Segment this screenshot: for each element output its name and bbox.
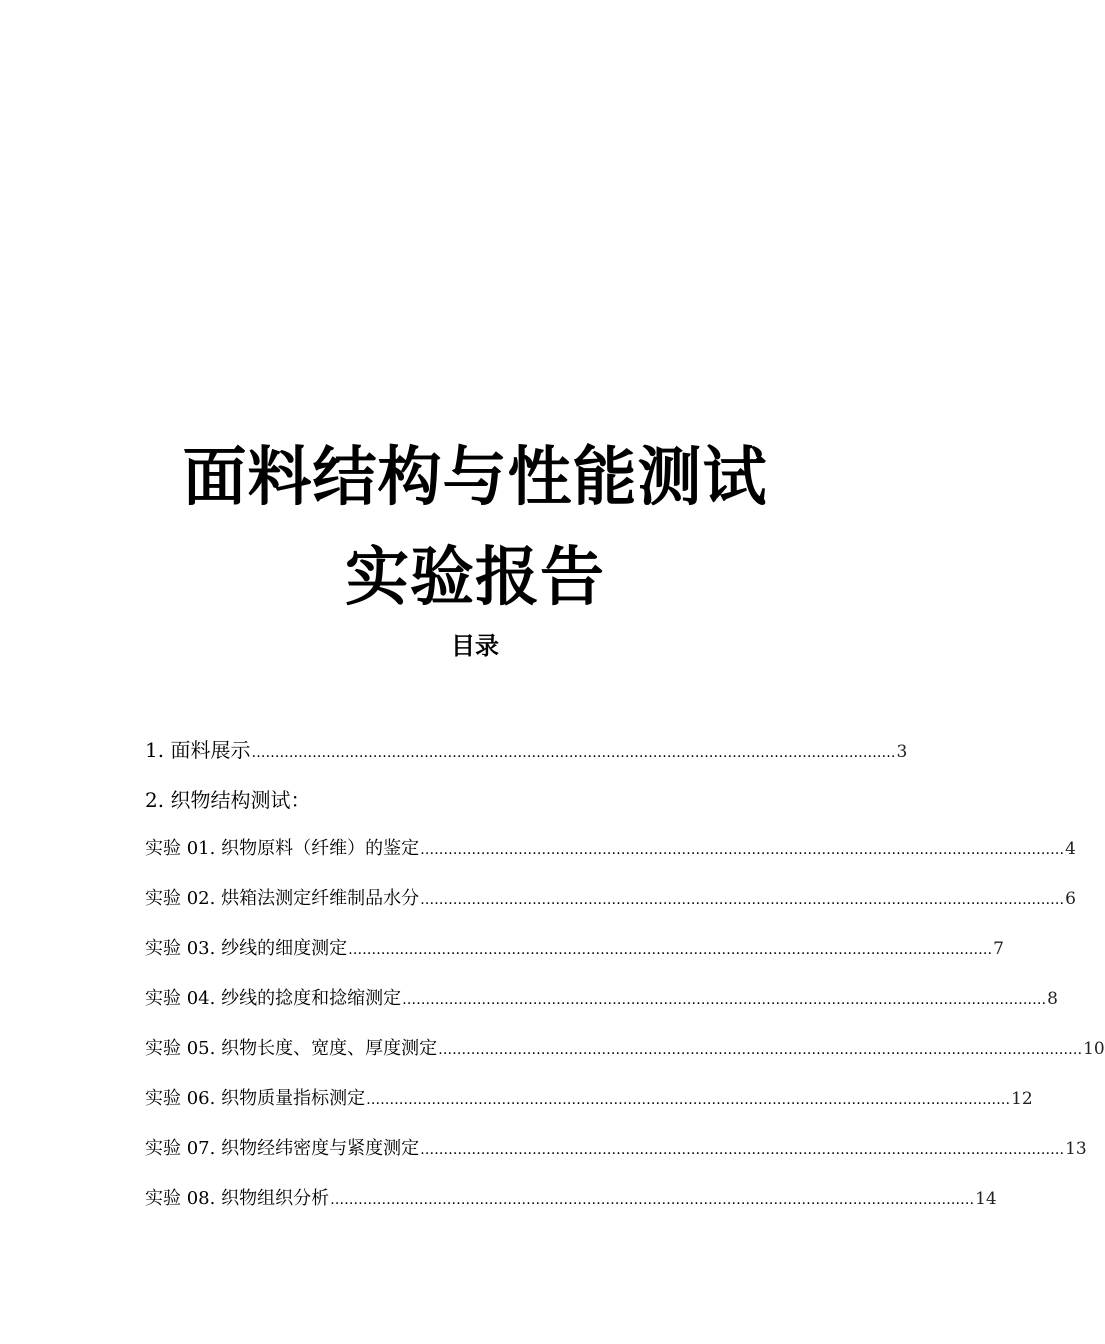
- toc-entry: [145, 934, 1004, 964]
- toc-dot-leader: …………………………………………………………………………………………………………………………: [420, 892, 1065, 908]
- toc-entry: [145, 884, 1076, 914]
- toc-dot-leader: …………………………………………………………………………………………………………………………: [251, 745, 896, 761]
- toc-entry-label: 实验 07. 织物经纬密度与紧度测定: [145, 1138, 420, 1159]
- toc-entry: [145, 734, 908, 764]
- toc-entry-page: 12: [1011, 1089, 1033, 1109]
- toc-entry: [145, 1034, 1105, 1064]
- toc-entry-label: 实验 06. 织物质量指标测定: [145, 1088, 366, 1109]
- toc-dot-leader: …………………………………………………………………………………………………………………………: [348, 942, 993, 958]
- toc-entry-label: 实验 08. 织物组织分析: [145, 1188, 330, 1209]
- toc-entry: [145, 784, 310, 814]
- toc-entry-label: 实验 02. 烘箱法测定纤维制品水分: [145, 888, 420, 909]
- toc-entry-label: 实验 05. 织物长度、宽度、厚度测定: [145, 1038, 438, 1059]
- toc-dot-leader: …………………………………………………………………………………………………………………………: [420, 1142, 1065, 1158]
- toc-entry-label: 实验 03. 纱线的细度测定: [145, 938, 348, 959]
- toc-dot-leader: …………………………………………………………………………………………………………………………: [366, 1092, 1011, 1108]
- toc-dot-leader: …………………………………………………………………………………………………………………………: [330, 1192, 975, 1208]
- toc-heading: 目录: [451, 632, 499, 660]
- toc-entry-page: 8: [1047, 989, 1058, 1009]
- toc-entry-page: 4: [1065, 839, 1076, 859]
- toc-dot-leader: …………………………………………………………………………………………………………………………: [438, 1042, 1083, 1058]
- toc-entry-page: 6: [1065, 889, 1076, 909]
- toc-entry: [145, 834, 1076, 864]
- toc-entry-label: 实验 01. 织物原料（纤维）的鉴定: [145, 838, 420, 859]
- toc-entry-page: 10: [1083, 1039, 1105, 1059]
- toc-entry-page: 13: [1065, 1139, 1087, 1159]
- toc-dot-leader: …………………………………………………………………………………………………………………………: [420, 842, 1065, 858]
- toc-entry-label: 2. 织物结构测试：: [145, 788, 311, 812]
- toc-entry: [145, 1184, 997, 1214]
- toc-entry-page: 3: [896, 742, 908, 762]
- toc-entry-page: 7: [993, 939, 1004, 959]
- toc-dot-leader: …………………………………………………………………………………………………………………………: [402, 992, 1047, 1008]
- toc-entry-label: 实验 04. 纱线的捻度和捻缩测定: [145, 988, 402, 1009]
- document-title-line2: 实验报告: [345, 541, 605, 615]
- toc-entry: [145, 984, 1058, 1014]
- toc-entry: [145, 1084, 1033, 1114]
- toc-entry-label: 1. 面料展示: [145, 738, 251, 762]
- toc-entry-page: 14: [975, 1189, 997, 1209]
- toc-entry: [145, 1134, 1087, 1164]
- document-title-line1: 面料结构与性能测试: [182, 441, 768, 515]
